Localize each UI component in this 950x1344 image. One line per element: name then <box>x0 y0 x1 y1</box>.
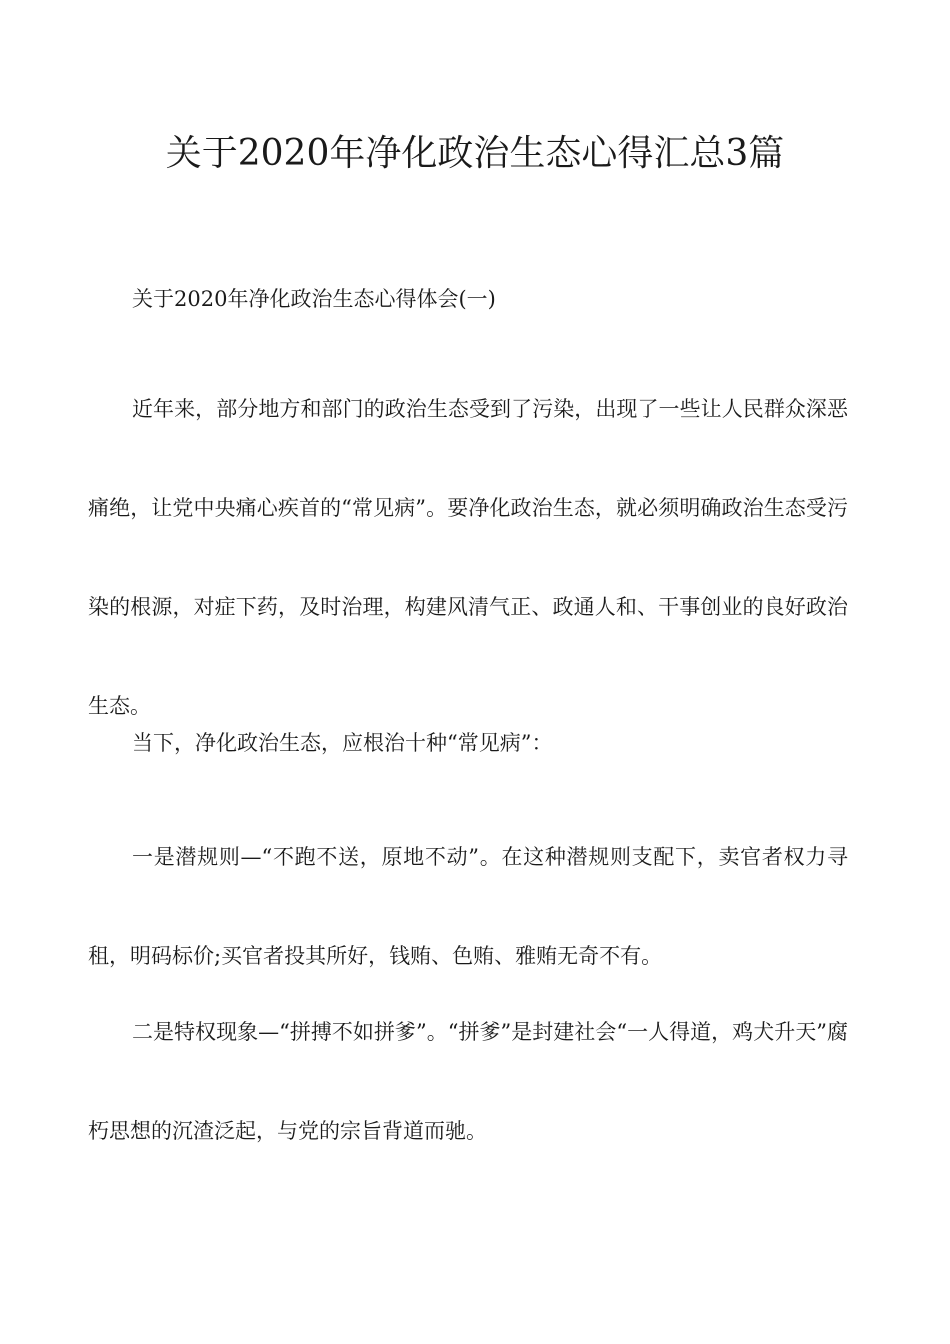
paragraph: 关于2020年净化政治生态心得体会(一) <box>132 287 496 311</box>
item2-paragraph-block <box>88 983 848 1181</box>
paragraph: 二是特权现象—“拼搏不如拼爹”。“拼爹”是封建社会“一人得道，鸡犬升天”腐朽思想的沉渣泛起，与党的宗旨背道而驰。 <box>88 1020 848 1143</box>
paragraph: 近年来，部分地方和部门的政治生态受到了污染，出现了一些让人民群众深恶痛绝，让党中央痛心疾首的“常见病”。要净化政治生态，就必须明确政治生态受污染的根源，对症下药，及时治理，构建风清气正、政通人和、干事创业的良好政治生态。 <box>88 397 848 718</box>
current-paragraph-block <box>88 728 848 758</box>
document-title: 关于2020年净化政治生态心得汇总3篇 <box>165 133 785 174</box>
intro-paragraph-block <box>88 360 848 756</box>
paragraph: 一是潜规则—“不跑不送，原地不动”。在这种潜规则支配下，卖官者权力寻租，明码标价;买官者投其所好，钱贿、色贿、雅贿无奇不有。 <box>88 845 848 968</box>
paragraph: 当下，净化政治生态，应根治十种“常见病”： <box>132 731 553 755</box>
section-subtitle <box>88 284 848 314</box>
item1-paragraph-block <box>88 808 848 1006</box>
